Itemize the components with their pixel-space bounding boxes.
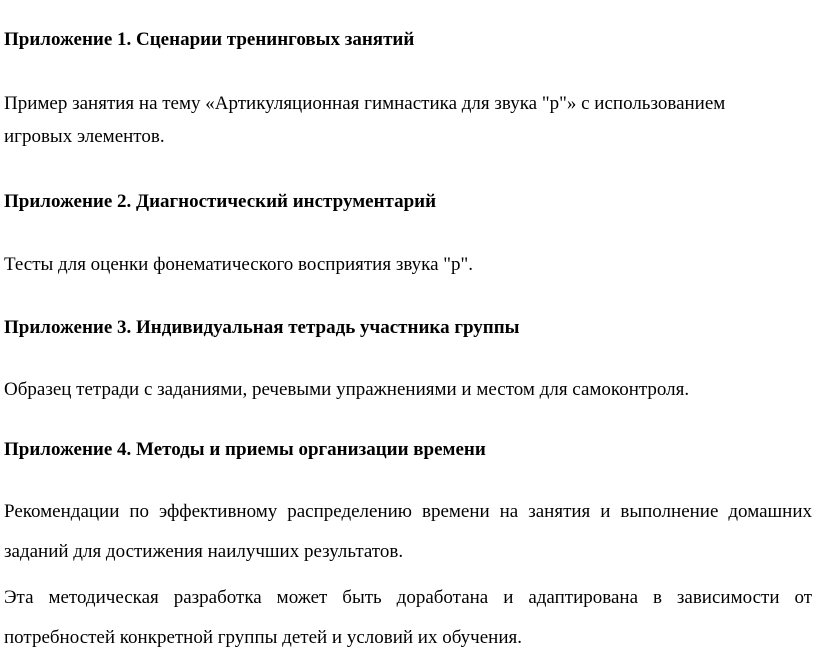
appendix-1-text-line-1: Пример занятия на тему «Артикуляционная гимнастика для звука "р"» с использованием xyxy=(4,93,726,114)
appendix-3-text: Образец тетради с заданиями, речевыми упражнениями и местом для самоконтроля. xyxy=(4,379,690,400)
appendix-1-text-line-2: игровых элементов. xyxy=(4,126,165,147)
appendix-1-heading: Приложение 1. Сценарии тренинговых занятий xyxy=(4,29,415,50)
closing-paragraph: Эта методическая разработка может быть доработана и адаптирована в зависимости от потребностей конкретной группы детей и условий их обучения. xyxy=(4,587,812,648)
appendix-4-text: Рекомендации по эффективному распределению времени на занятия и выполнение домашних заданий для достижения наилучших результатов. xyxy=(4,501,812,562)
appendix-3-heading: Приложение 3. Индивидуальная тетрадь участника группы xyxy=(4,317,520,338)
appendix-2-text: Тесты для оценки фонематического восприятия звука "р". xyxy=(4,254,474,275)
appendix-4-heading: Приложение 4. Методы и приемы организации времени xyxy=(4,439,486,460)
appendix-2-heading: Приложение 2. Диагностический инструментарий xyxy=(4,191,437,212)
